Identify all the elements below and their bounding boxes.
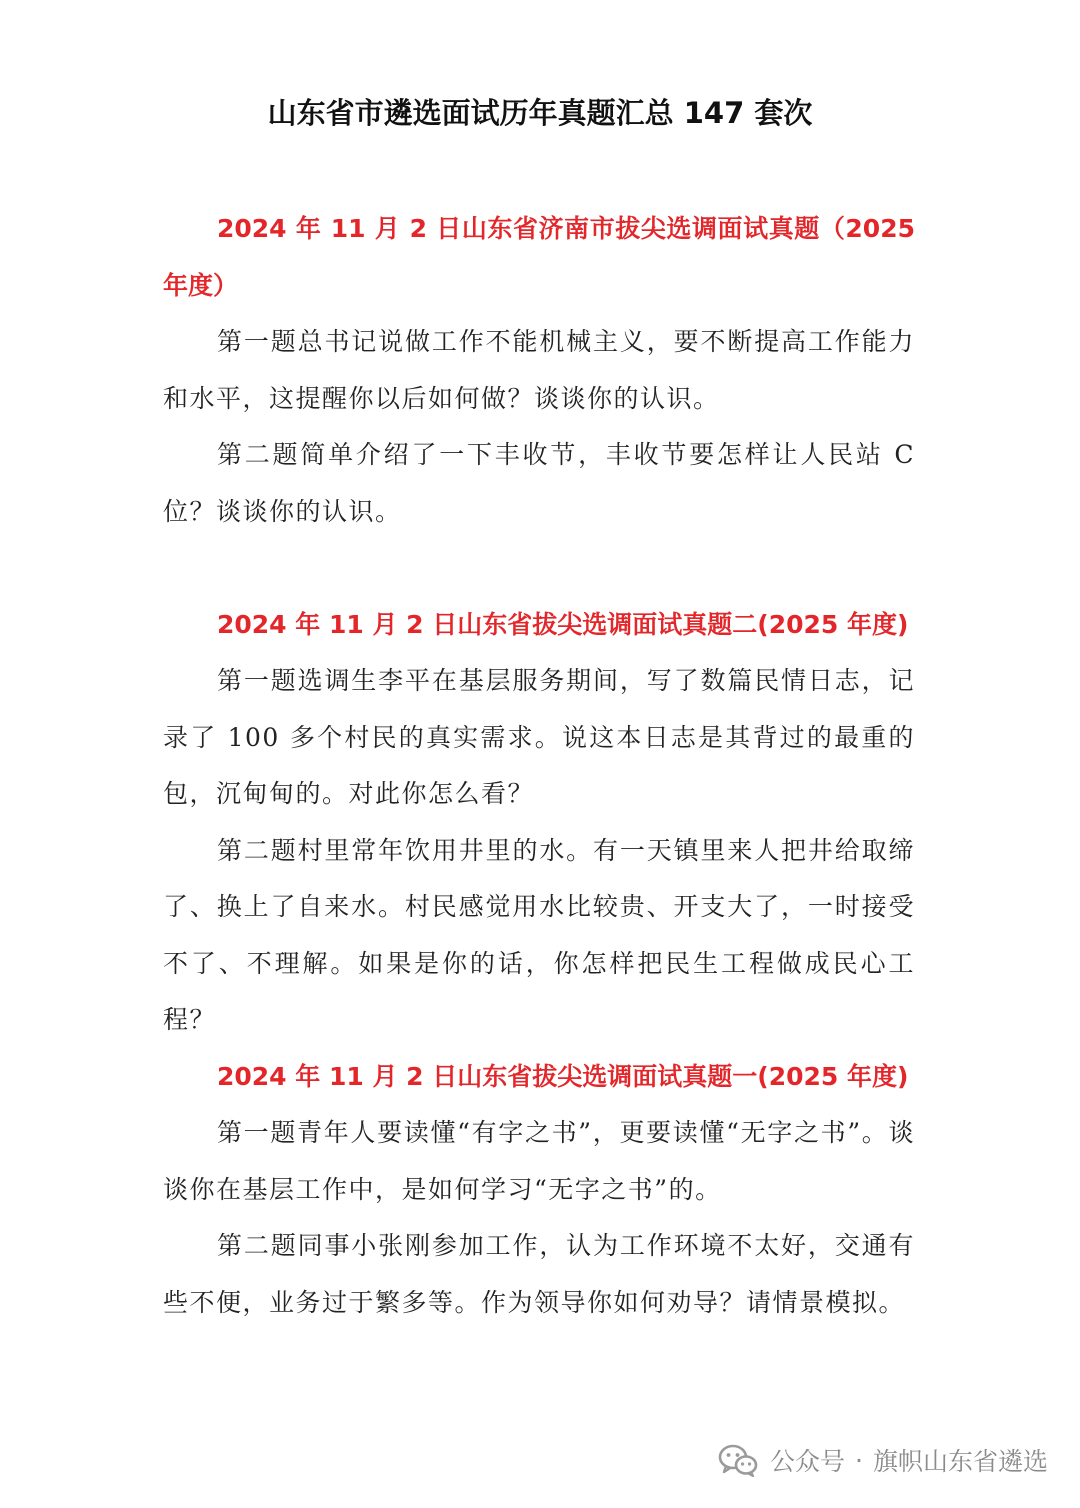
section-heading: 2024 年 11 月 2 日山东省拔尖选调面试真题二(2025 年度)	[217, 610, 909, 639]
footer-account-name: 旗帜山东省遴选	[872, 1447, 1048, 1476]
question-section-2	[163, 596, 915, 1049]
question-paragraph: 第二题简单介绍了一下丰收节，丰收节要怎样让人民站 C 位？谈谈你的认识。	[163, 440, 915, 526]
section-heading: 2024 年 11 月 2 日山东省拔尖选调面试真题一(2025 年度)	[217, 1062, 909, 1091]
footer-label: 公众号	[770, 1447, 846, 1476]
wechat-account-watermark	[718, 1442, 1048, 1478]
question-paragraph: 第一题青年人要读懂“有字之书”，更要读懂“无字之书”。谈谈你在基层工作中，是如何学习“无字之书”的。	[163, 1118, 915, 1204]
question-section-1	[163, 200, 915, 540]
question-paragraph: 第一题总书记说做工作不能机械主义，要不断提高工作能力和水平，这提醒你以后如何做？谈谈你的认识。	[163, 327, 915, 413]
question-paragraph: 第二题村里常年饮用井里的水。有一天镇里来人把井给取缔了、换上了自来水。村民感觉用水比较贵、开支大了，一时接受不了、不理解。如果是你的话，你怎样把民生工程做成民心工程？	[163, 835, 915, 1034]
footer-separator: ·	[855, 1445, 863, 1475]
document-title: 山东省市遴选面试历年真题汇总 147 套次	[267, 96, 813, 130]
question-section-3	[163, 1048, 915, 1331]
question-paragraph: 第二题同事小张刚参加工作，认为工作环境不太好，交通有些不便，业务过于繁多等。作为领导你如何劝导？请情景模拟。	[163, 1231, 915, 1317]
section-heading: 2024 年 11 月 2 日山东省济南市拔尖选调面试真题（2025 年度）	[163, 214, 915, 300]
wechat-icon	[718, 1443, 758, 1477]
question-paragraph: 第一题选调生李平在基层服务期间，写了数篇民情日志，记录了 100 多个村民的真实需求。说这本日志是其背过的最重的包，沉甸甸的。对此你怎么看？	[163, 666, 915, 808]
